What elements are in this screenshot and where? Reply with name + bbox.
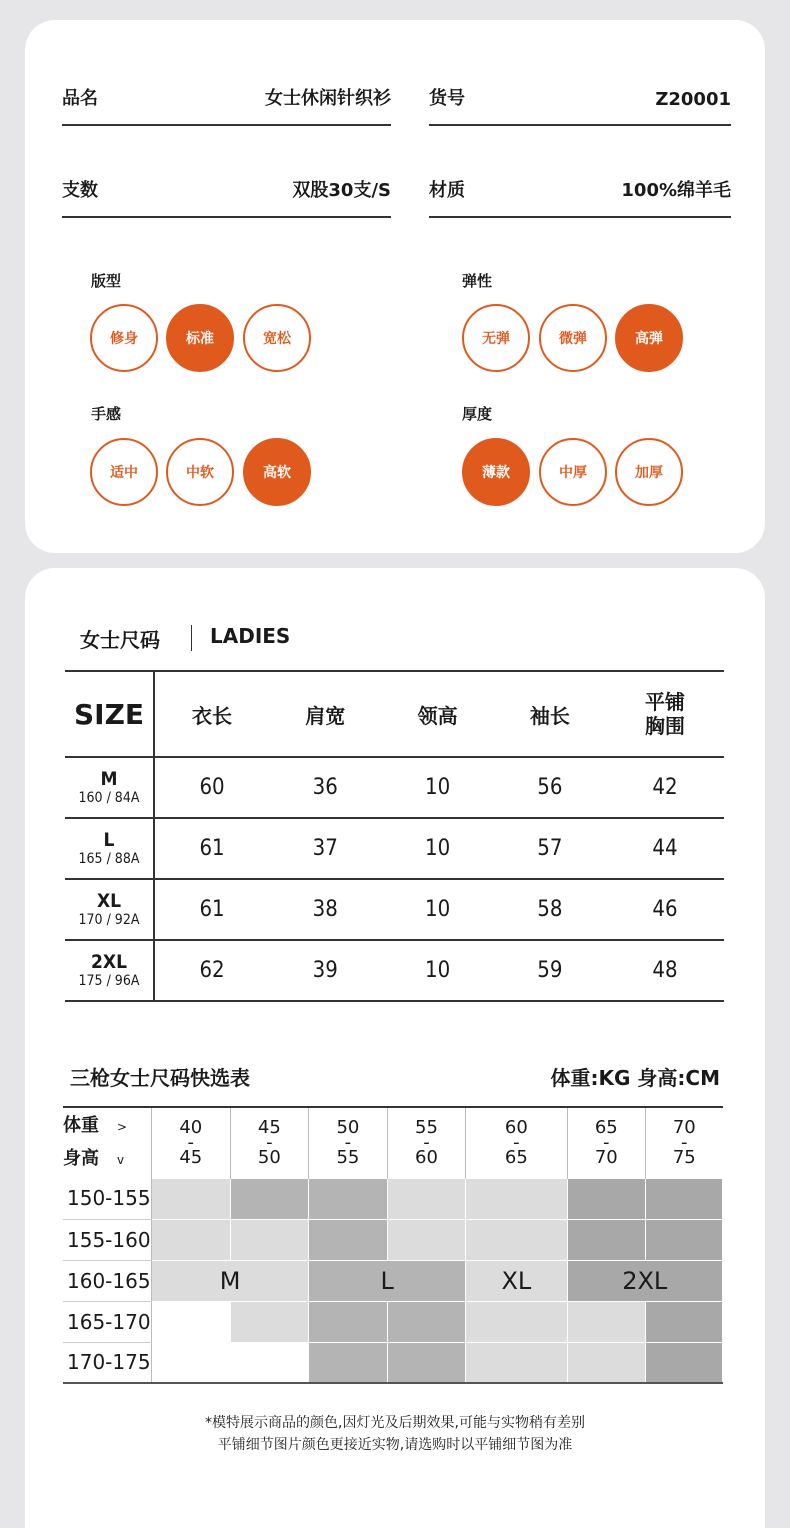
spec-name-key: 品名 — [62, 88, 98, 109]
grid-cell — [466, 1342, 567, 1383]
measure-cell: 58 — [537, 897, 563, 922]
height-label: 身高 — [63, 1148, 99, 1169]
grid-cell — [230, 1342, 309, 1383]
size-chart-card — [25, 568, 765, 1528]
grid-cell — [387, 1219, 466, 1260]
weight-from: 70 — [672, 1116, 696, 1138]
size-header: SIZE — [65, 671, 154, 757]
grid-cell — [567, 1301, 646, 1342]
grid-cell — [567, 1219, 646, 1260]
measure-cell: 38 — [312, 897, 338, 922]
feel-option-high-soft: 高软 — [243, 438, 311, 506]
weight-header-row — [63, 1107, 723, 1178]
size-row — [65, 940, 724, 1001]
size-row — [65, 879, 724, 940]
measure-cell: 48 — [652, 958, 678, 983]
weight-from: 65 — [594, 1116, 618, 1138]
weight-range — [309, 1107, 388, 1178]
size-section-title-en: LADIES — [210, 624, 291, 648]
spec-material — [429, 176, 731, 218]
shoulder-header: 肩宽 — [305, 703, 346, 728]
grid-cell — [646, 1342, 723, 1383]
size-section-title-cn: 女士尺码 — [80, 628, 160, 652]
grid-cell — [309, 1342, 388, 1383]
measure-cell: 60 — [199, 775, 225, 800]
fit-option-loose: 宽松 — [243, 304, 311, 372]
measure-cell: 46 — [652, 897, 678, 922]
weight-range — [230, 1107, 309, 1178]
weight-range — [466, 1107, 567, 1178]
thickness-option-medium: 中厚 — [539, 438, 607, 506]
height-row — [63, 1260, 723, 1301]
spec-sku-key: 货号 — [429, 88, 465, 109]
measure-cell: 10 — [424, 897, 451, 922]
size-row — [65, 818, 724, 879]
weight-to: 60 — [415, 1146, 438, 1168]
spec-yarn — [62, 176, 391, 218]
quick-select-unit: 体重:KG 身高:CM — [550, 1066, 720, 1090]
height-row — [63, 1301, 723, 1342]
measure-cell: 61 — [199, 836, 225, 861]
grid-cell — [387, 1342, 466, 1383]
note-line-1: *模特展示商品的颜色,因灯光及后期效果,可能与实物稍有差别 — [205, 1415, 585, 1431]
size-row — [65, 757, 724, 818]
grid-cell — [152, 1219, 231, 1260]
thickness-title: 厚度 — [462, 405, 493, 423]
weight-dash: - — [266, 1131, 273, 1153]
measure-cell: 37 — [312, 836, 338, 861]
weight-to: 65 — [504, 1146, 528, 1168]
size-zone-xl: XL — [466, 1260, 567, 1301]
measure-cell: 59 — [537, 958, 563, 983]
size-cell — [65, 818, 154, 879]
size-table — [65, 670, 724, 1002]
weight-dash: - — [513, 1131, 520, 1153]
weight-dash: - — [423, 1131, 430, 1153]
title-separator — [191, 625, 192, 651]
weight-to: 70 — [594, 1146, 618, 1168]
spec-material-value: 100%绵羊毛 — [621, 180, 731, 201]
grid-cell — [646, 1301, 723, 1342]
collar-header: 领高 — [417, 703, 458, 728]
weight-from: 60 — [504, 1116, 528, 1138]
spec-name-value: 女士休闲针织衫 — [265, 88, 391, 109]
size-spec: 175 / 96A — [78, 972, 140, 989]
fit-option-slim: 修身 — [90, 304, 158, 372]
grid-cell — [152, 1301, 231, 1342]
grid-cell — [646, 1178, 723, 1219]
measure-cell: 61 — [199, 897, 225, 922]
weight-dash: - — [681, 1131, 688, 1153]
weight-range — [646, 1107, 723, 1178]
size-zone-l: L — [309, 1260, 466, 1301]
size-cell — [65, 757, 154, 818]
size-table-header — [65, 671, 724, 757]
quick-select-title: 三枪女士尺码快选表 — [70, 1066, 250, 1090]
spec-sku — [429, 84, 731, 126]
measure-cell: 36 — [312, 775, 338, 800]
weight-arrow-icon: > — [117, 1120, 128, 1134]
size-zone-2xl: 2XL — [567, 1260, 723, 1301]
measure-cell: 44 — [652, 836, 678, 861]
height-row — [63, 1178, 723, 1219]
weight-range — [567, 1107, 646, 1178]
grid-cell — [466, 1301, 567, 1342]
size-spec: 160 / 84A — [78, 789, 140, 806]
spec-yarn-value: 双股30支/S — [292, 180, 391, 201]
grid-cell — [309, 1219, 388, 1260]
weight-from: 40 — [179, 1116, 203, 1138]
measure-cell: 57 — [537, 836, 563, 861]
spec-material-key: 材质 — [429, 180, 465, 201]
size-label: M — [100, 767, 118, 790]
measure-cell: 56 — [537, 775, 563, 800]
product-spec-card — [25, 20, 765, 553]
note-line-2: 平铺细节图片颜色更接近实物,请选购时以平铺细节图为准 — [217, 1437, 573, 1453]
size-cell — [65, 940, 154, 1001]
grid-cell — [567, 1178, 646, 1219]
quick-select-table — [63, 1106, 723, 1384]
height-range: 160-165 — [63, 1260, 152, 1301]
length-header: 衣长 — [192, 703, 233, 728]
size-spec: 165 / 88A — [78, 850, 140, 867]
grid-cell — [309, 1178, 388, 1219]
measure-cell: 10 — [424, 775, 451, 800]
grid-cell — [466, 1219, 567, 1260]
height-arrow-icon: v — [117, 1153, 125, 1167]
size-cell — [65, 879, 154, 940]
disclaimer-note — [25, 1412, 765, 1456]
chest-header: 平铺胸围 — [645, 690, 686, 738]
grid-cell — [387, 1301, 466, 1342]
weight-from: 50 — [336, 1116, 360, 1138]
size-label: 2XL — [91, 950, 127, 973]
size-label: XL — [96, 889, 122, 912]
grid-cell — [567, 1342, 646, 1383]
grid-cell — [309, 1301, 388, 1342]
grid-cell — [646, 1219, 723, 1260]
feel-option-medium-soft: 中软 — [166, 438, 234, 506]
measure-cell: 39 — [312, 958, 338, 983]
elasticity-option-slight: 微弹 — [539, 304, 607, 372]
size-zone-m: M — [152, 1260, 309, 1301]
weight-to: 50 — [257, 1146, 281, 1168]
grid-cell — [387, 1178, 466, 1219]
weight-dash: - — [344, 1131, 352, 1153]
weight-to: 45 — [179, 1146, 203, 1168]
height-range: 170-175 — [63, 1342, 152, 1383]
height-row — [63, 1342, 723, 1383]
grid-cell — [230, 1178, 309, 1219]
fit-title: 版型 — [91, 272, 122, 290]
height-row — [63, 1219, 723, 1260]
spec-name — [62, 84, 391, 126]
height-range: 165-170 — [63, 1301, 152, 1342]
fit-option-standard: 标准 — [166, 304, 234, 372]
elasticity-option-none: 无弹 — [462, 304, 530, 372]
measure-cell: 10 — [424, 836, 451, 861]
weight-from: 45 — [257, 1116, 281, 1138]
grid-cell — [152, 1178, 231, 1219]
measure-cell: 42 — [652, 775, 678, 800]
weight-to: 55 — [336, 1146, 360, 1168]
thickness-option-thin: 薄款 — [462, 438, 530, 506]
size-spec: 170 / 92A — [78, 911, 140, 928]
measure-cell: 62 — [199, 958, 225, 983]
weight-from: 55 — [415, 1116, 438, 1138]
grid-cell — [230, 1219, 309, 1260]
table-corner — [63, 1107, 152, 1178]
weight-dash: - — [187, 1131, 195, 1153]
height-range: 155-160 — [63, 1219, 152, 1260]
elasticity-option-high: 高弹 — [615, 304, 683, 372]
thickness-option-thick: 加厚 — [615, 438, 683, 506]
spec-yarn-key: 支数 — [62, 180, 98, 201]
weight-range — [152, 1107, 231, 1178]
size-label: L — [103, 828, 115, 851]
weight-range — [387, 1107, 466, 1178]
weight-to: 75 — [672, 1146, 696, 1168]
feel-title: 手感 — [91, 405, 122, 423]
grid-cell — [466, 1178, 567, 1219]
weight-label: 体重 — [63, 1115, 99, 1136]
grid-cell — [152, 1342, 231, 1383]
feel-option-moderate: 适中 — [90, 438, 158, 506]
spec-sku-value: Z20001 — [655, 89, 731, 110]
grid-cell — [230, 1301, 309, 1342]
sleeve-header: 袖长 — [529, 703, 570, 728]
height-range: 150-155 — [63, 1178, 152, 1219]
weight-dash: - — [603, 1131, 610, 1153]
elasticity-title: 弹性 — [462, 272, 493, 290]
measure-cell: 10 — [424, 958, 451, 983]
